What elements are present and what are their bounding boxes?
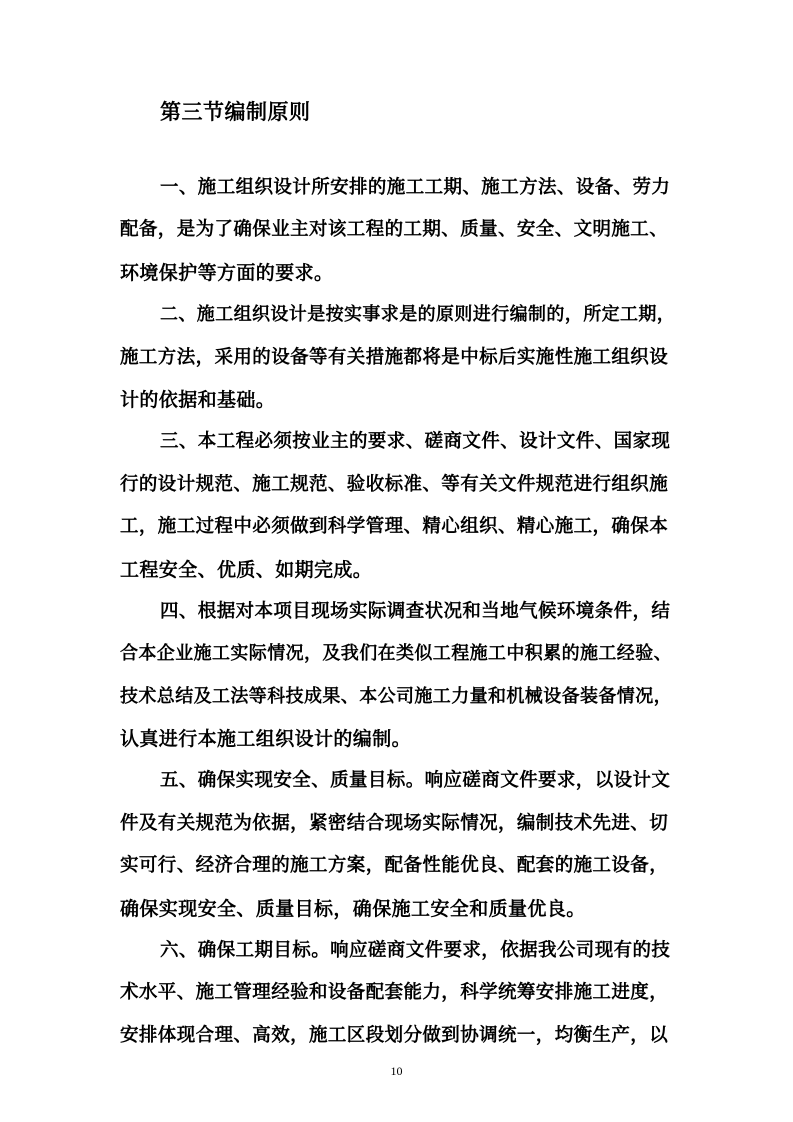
text-line: 实可行、经济合理的施工方案，配备性能优良、配套的施工设备， (120, 855, 669, 877)
text-line: 配备，是为了确保业主对该工程的工期、质量、安全、文明施工、 (120, 219, 669, 241)
text-line: 施工方法，采用的设备等有关措施都将是中标后实施性施工组织设 (120, 346, 669, 368)
text-line: 三、本工程必须按业主的要求、磋商文件、设计文件、国家现 (160, 431, 671, 453)
text-line: 行的设计规范、施工规范、验收标准、等有关文件规范进行组织施 (120, 473, 669, 495)
body-text (120, 167, 675, 1057)
section-heading: 第三节编制原则 (160, 100, 311, 124)
text-line: 工，施工过程中必须做到科学管理、精心组织、精心施工，确保本 (120, 516, 669, 538)
text-line: 计的依据和基础。 (120, 388, 276, 411)
text-line: 工程安全、优质、如期完成。 (120, 558, 373, 581)
text-line: 件及有关规范为依据，紧密结合现场实际情况，编制技术先进、切 (120, 812, 669, 834)
text-line: 认真进行本施工组织设计的编制。 (120, 728, 412, 751)
text-line: 六、确保工期目标。响应磋商文件要求，依据我公司现有的技 (160, 940, 671, 962)
text-line: 一、施工组织设计所安排的施工工期、施工方法、设备、劳力 (160, 177, 671, 198)
page-number: 10 (390, 1064, 403, 1078)
text-line: 确保实现安全、质量目标，确保施工安全和质量优良。 (120, 897, 586, 920)
text-line: 环境保护等方面的要求。 (120, 261, 334, 284)
text-line: 二、施工组织设计是按实事求是的原则进行编制的，所定工期， (160, 304, 676, 326)
text-line: 安排体现合理、高效，施工区段划分做到协调统一，均衡生产，以 (120, 1024, 669, 1046)
text-line: 四、根据对本项目现场实际调查状况和当地气候环境条件，结 (160, 600, 671, 622)
text-line: 五、确保实现安全、质量目标。响应磋商文件要求，以设计文 (160, 770, 671, 792)
text-line: 术水平、施工管理经验和设备配套能力，科学统筹安排施工进度， (120, 982, 669, 1004)
text-line: 技术总结及工法等科技成果、本公司施工力量和机械设备装备情况， (120, 685, 672, 707)
text-line: 合本企业施工实际情况，及我们在类似工程施工中积累的施工经验、 (120, 643, 672, 665)
